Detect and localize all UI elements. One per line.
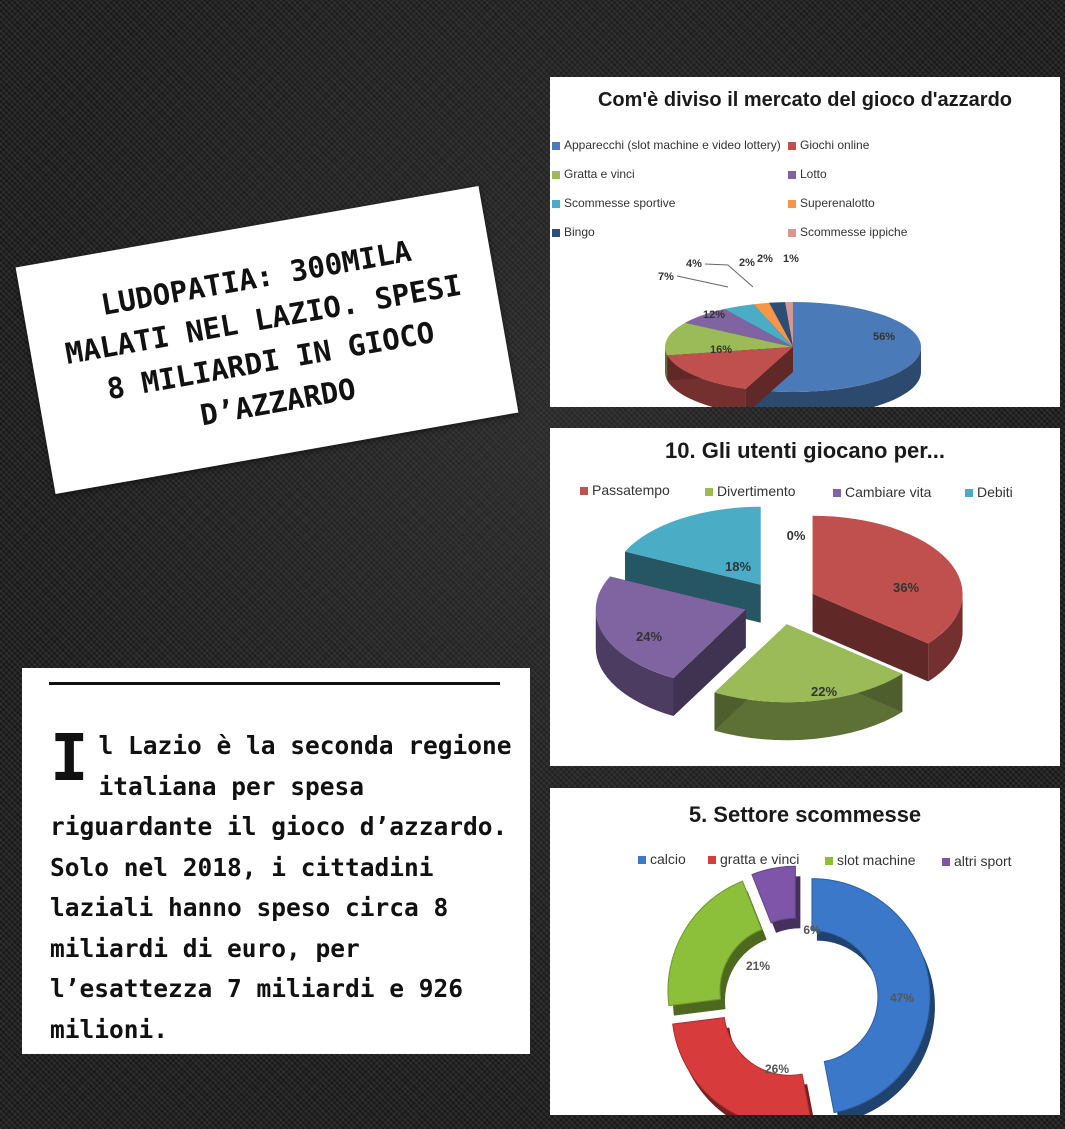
legend-swatch xyxy=(788,171,796,179)
leader-line xyxy=(677,276,728,287)
data-label: 26% xyxy=(764,1062,790,1076)
betting-doughnut-chart xyxy=(550,788,1060,1115)
legend-swatch xyxy=(552,171,560,179)
legend-swatch xyxy=(552,142,560,150)
legend-item xyxy=(788,167,827,181)
data-label: 4% xyxy=(686,258,702,270)
data-label: 2% xyxy=(739,257,755,269)
legend-label: Passatempo xyxy=(592,482,670,498)
legend-swatch xyxy=(552,229,560,237)
legend-swatch xyxy=(833,489,841,497)
legend-item xyxy=(552,167,635,181)
legend-item xyxy=(942,853,1012,869)
legend-label: Lotto xyxy=(800,167,827,181)
data-label: 21% xyxy=(745,959,771,973)
chart-plot xyxy=(550,428,1060,766)
legend-label: Scommesse ippiche xyxy=(800,225,908,239)
legend-swatch xyxy=(788,229,796,237)
data-label: 18% xyxy=(724,559,752,574)
legend-swatch xyxy=(788,142,796,150)
article-card xyxy=(22,668,530,1054)
headline-card xyxy=(16,186,519,494)
doughnut-slice xyxy=(812,879,935,1115)
data-label: 12% xyxy=(702,309,726,321)
chart-plot xyxy=(550,788,1060,1115)
legend-swatch xyxy=(708,856,716,864)
legend-label: Apparecchi (slot machine e video lottery) xyxy=(564,138,781,152)
chart-title: Com'è diviso il mercato del gioco d'azzardo xyxy=(597,89,1013,111)
legend-label: Superenalotto xyxy=(800,196,875,210)
legend-item xyxy=(638,851,686,867)
doughnut-slice xyxy=(668,881,767,1016)
legend-label: Giochi online xyxy=(800,138,870,152)
article-dropcap: I xyxy=(50,722,89,796)
legend-item xyxy=(788,196,875,210)
headline-title: LUDOPATIA: 300MILA MALATI NEL LAZIO. SPESI 8 MILIARDI IN GIOCO D’AZZARDO xyxy=(62,233,465,433)
data-label: 1% xyxy=(783,253,799,265)
data-label: 36% xyxy=(892,580,920,595)
legend-swatch xyxy=(788,200,796,208)
legend-label: Bingo xyxy=(564,225,595,239)
legend-item xyxy=(552,138,781,152)
data-label: 7% xyxy=(658,271,674,283)
legend-item xyxy=(580,482,670,498)
chart-plot xyxy=(550,77,1060,407)
legend-label: Gratta e vinci xyxy=(564,167,635,181)
legend-label: Divertimento xyxy=(717,483,796,499)
legend-swatch xyxy=(580,487,588,495)
market-pie-chart xyxy=(550,77,1060,407)
article-divider xyxy=(49,682,500,685)
legend-label: gratta e vinci xyxy=(720,851,800,867)
legend-swatch xyxy=(638,856,646,864)
reasons-pie-chart xyxy=(550,428,1060,766)
data-label: 6% xyxy=(803,923,821,937)
legend-item xyxy=(708,851,799,867)
legend-label: Debiti xyxy=(977,484,1013,500)
legend-item xyxy=(965,484,1013,500)
chart-title: 10. Gli utenti giocano per... xyxy=(665,438,945,463)
chart-title: 5. Settore scommesse xyxy=(688,802,922,827)
legend-item xyxy=(705,483,796,499)
legend-item xyxy=(825,852,916,868)
data-label: 0% xyxy=(786,528,806,543)
legend-swatch xyxy=(942,858,950,866)
data-label: 16% xyxy=(709,344,733,356)
doughnut-slice xyxy=(673,1018,817,1115)
article-text: l Lazio è la seconda regione italiana per spesa riguardante il gioco d’azzardo. Solo nel 2018, i cittadini laziali hanno speso circa 8 miliardi di euro, per l’esattezza 7 miliardi e 926 milioni. xyxy=(50,731,512,1044)
data-label: 22% xyxy=(810,684,838,699)
legend-label: altri sport xyxy=(954,853,1012,869)
legend-item xyxy=(552,225,595,239)
legend-swatch xyxy=(552,200,560,208)
legend-label: calcio xyxy=(650,851,686,867)
legend-label: Scommesse sportive xyxy=(564,196,676,210)
legend-item xyxy=(788,138,869,152)
legend-label: Cambiare vita xyxy=(845,484,932,500)
legend-label: slot machine xyxy=(837,852,916,868)
data-label: 47% xyxy=(889,991,915,1005)
legend-swatch xyxy=(825,857,833,865)
legend-item xyxy=(833,484,931,500)
data-label: 24% xyxy=(635,629,663,644)
data-label: 2% xyxy=(757,253,773,265)
legend-swatch xyxy=(705,488,713,496)
article-body xyxy=(50,722,520,1050)
legend-item xyxy=(552,196,675,210)
legend-swatch xyxy=(965,489,973,497)
data-label: 56% xyxy=(872,331,896,343)
legend-item xyxy=(788,225,907,239)
